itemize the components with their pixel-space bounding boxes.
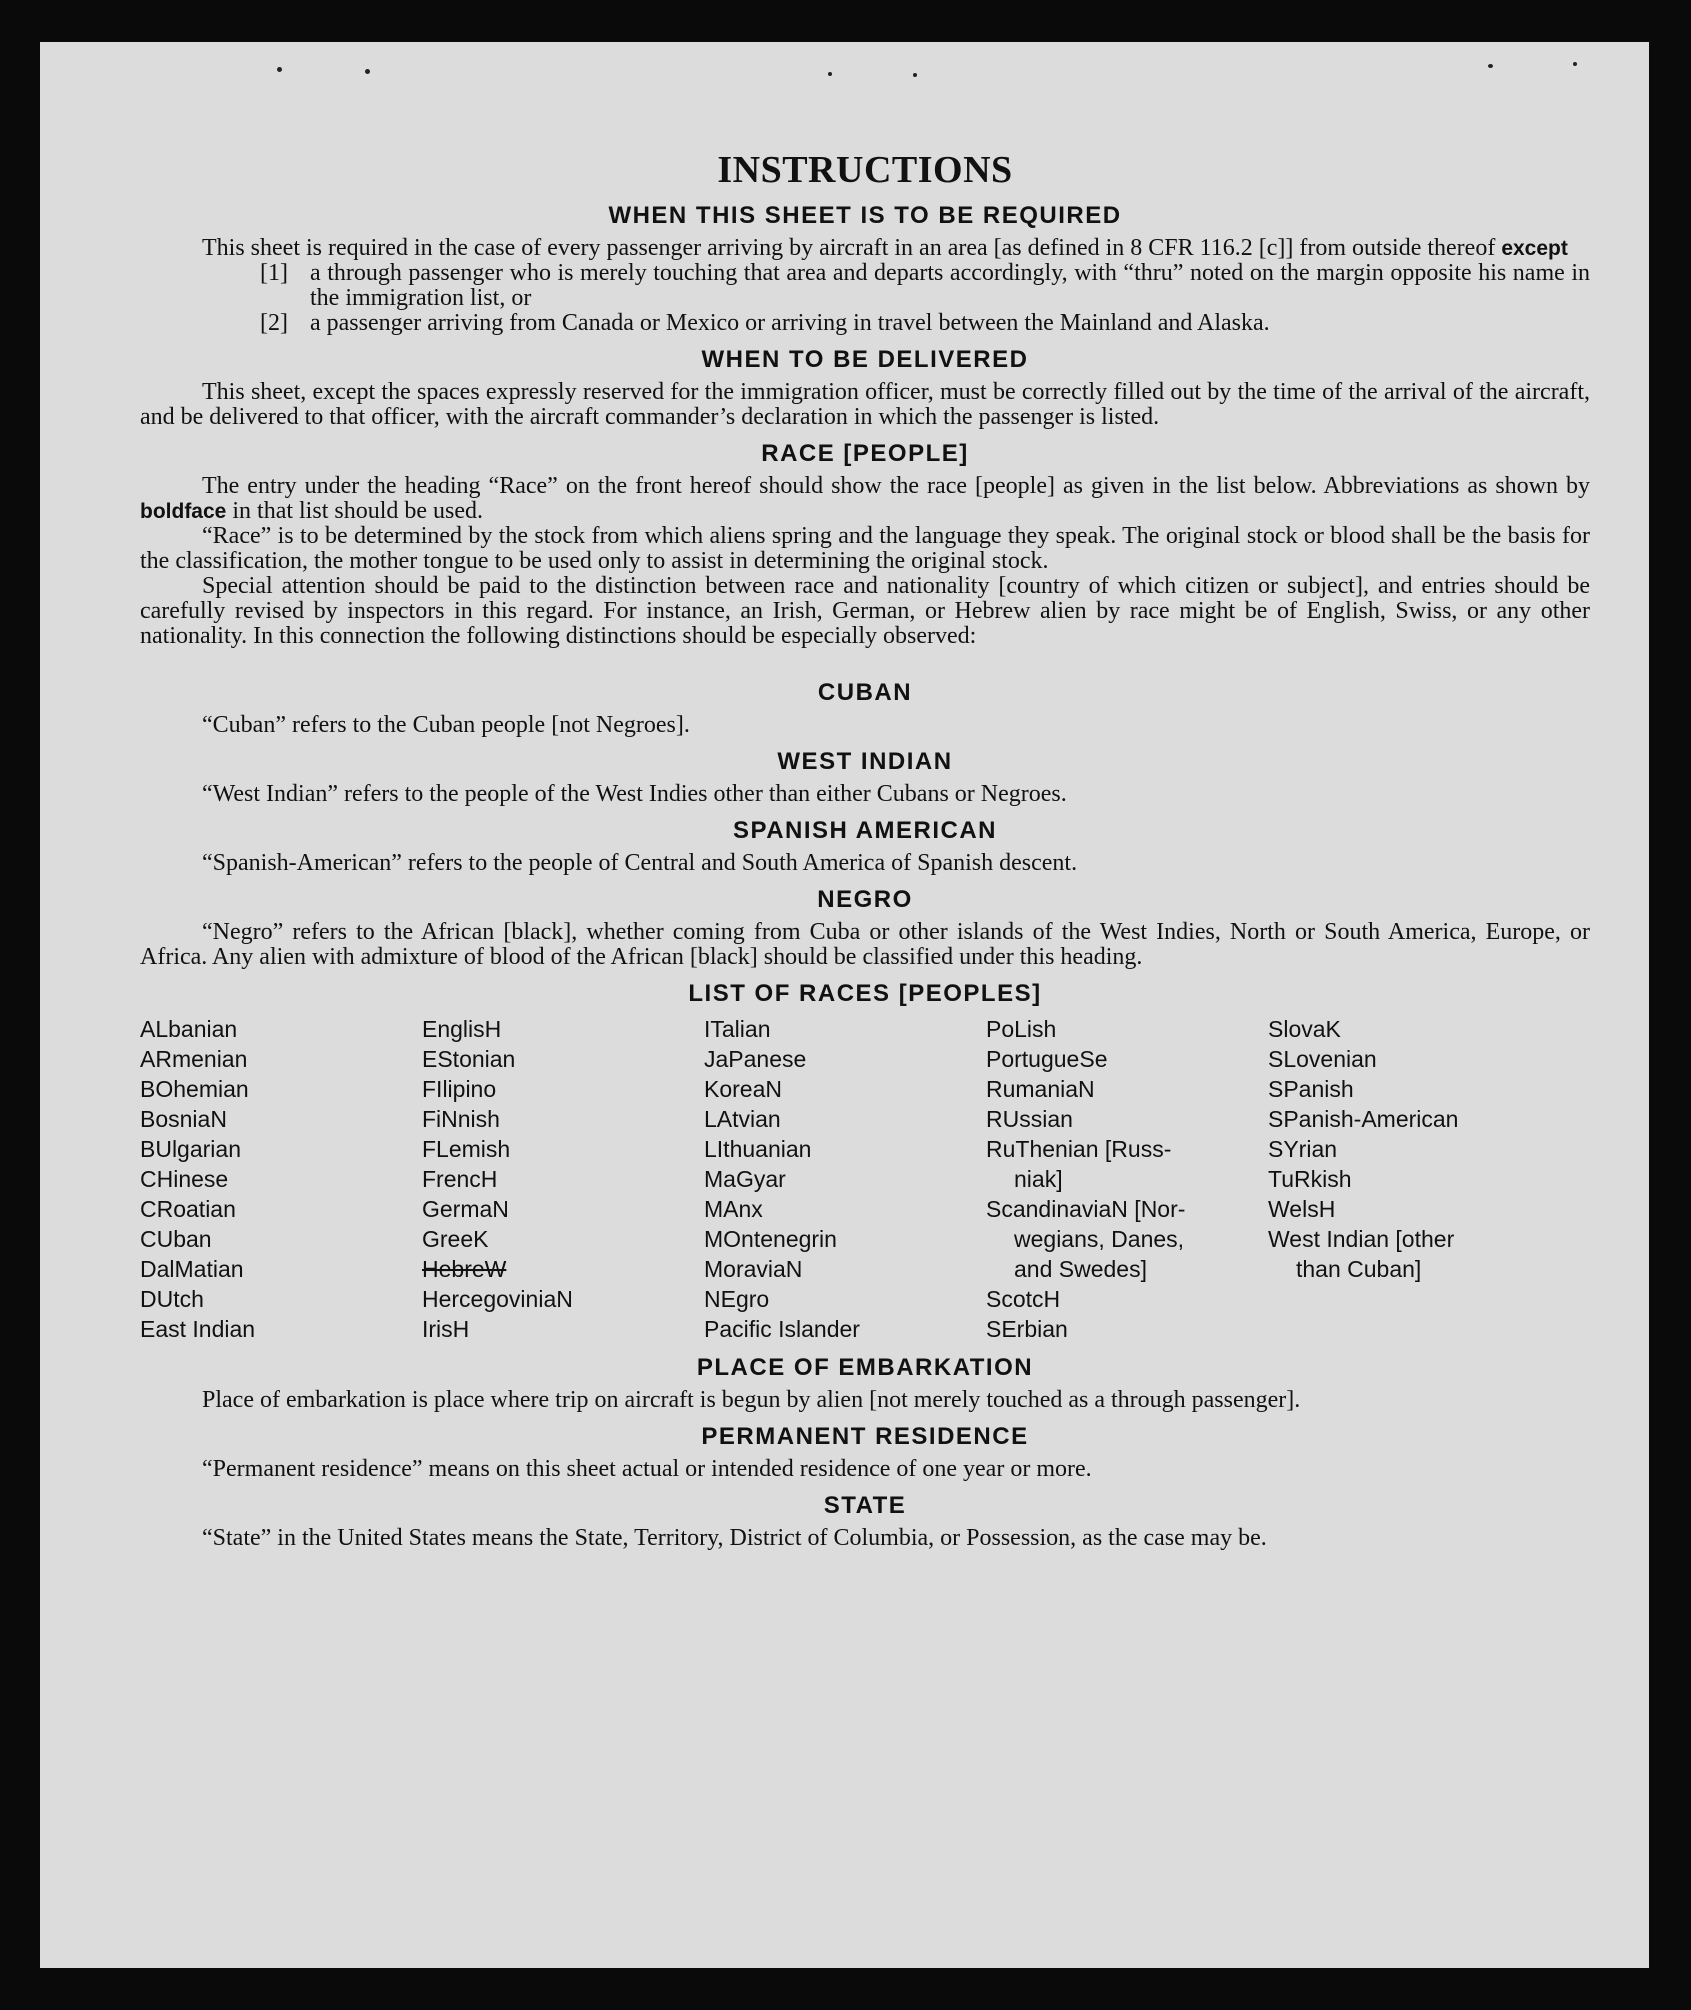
scan-speck — [913, 73, 917, 77]
race-item-struck: HebreW — [422, 1256, 507, 1282]
race-item: BOhemian — [140, 1076, 249, 1102]
race-item: DUtch — [140, 1286, 204, 1312]
residence-paragraph: “Permanent residence” means on this sheet actual or intended residence of one year or more. — [202, 1456, 1092, 1482]
race-item: KoreaN — [704, 1076, 782, 1102]
race-item: GreeK — [422, 1226, 489, 1252]
race-item: ITalian — [704, 1016, 771, 1042]
item-number: [1] — [260, 260, 288, 286]
heading-west-indian: WEST INDIAN — [777, 748, 953, 775]
race-item: DalMatian — [140, 1256, 244, 1282]
race-item: Pacific Islander — [704, 1316, 860, 1342]
race-item: SlovaK — [1268, 1016, 1341, 1042]
race-item: SYrian — [1268, 1136, 1338, 1162]
race-item: SPanish — [1268, 1076, 1354, 1102]
spanish-american-paragraph: “Spanish-American” refers to the people of Central and South America of Spanish descent. — [202, 850, 1078, 876]
scan-speck — [1573, 62, 1577, 66]
race-item: RuThenian [Russ- — [986, 1136, 1172, 1162]
state-paragraph: “State” in the United States means the State, Territory, District of Columbia, or Possession, as the case may be. — [202, 1525, 1267, 1551]
race-item: RumaniaN — [986, 1076, 1095, 1102]
race-item: FiNnish — [422, 1106, 500, 1132]
negro-paragraph: “Negro” refers to the African [black], whether coming from Cuba or other islands of the West Indies, North or South America, Europe, or Africa. Any alien with admixture of blood of the African [black] should be classified under this heading. — [140, 919, 1590, 970]
race-item: JaPanese — [704, 1046, 807, 1072]
race-item: IrisH — [422, 1316, 470, 1342]
instructions-content — [140, 148, 1590, 1551]
races-column-1 — [140, 1014, 422, 1344]
required-paragraph — [140, 236, 1590, 261]
race-item: SErbian — [986, 1316, 1068, 1342]
race-item: PoLish — [986, 1016, 1057, 1042]
race-item: FrencH — [422, 1166, 498, 1192]
heading-negro: NEGRO — [817, 886, 913, 913]
races-column-5 — [1268, 1014, 1568, 1344]
item-text: a passenger arriving from Canada or Mexico or arriving in travel between the Mainland and Alaska. — [310, 310, 1270, 336]
race-item: CUban — [140, 1226, 212, 1252]
race-item: West Indian [other — [1268, 1226, 1455, 1252]
race-boldface: boldface — [140, 500, 227, 523]
race-item: BUlgarian — [140, 1136, 241, 1162]
races-column-3 — [704, 1014, 986, 1344]
required-item-1 — [260, 261, 1590, 311]
document-page — [40, 42, 1649, 1968]
race-item: FLemish — [422, 1136, 511, 1162]
scan-speck — [828, 72, 832, 76]
west-indian-paragraph: “West Indian” refers to the people of the West Indies other than either Cubans or Negroes. — [202, 781, 1067, 807]
race-item: CRoatian — [140, 1196, 236, 1222]
races-column-4 — [986, 1014, 1268, 1344]
heading-permanent-residence: PERMANENT RESIDENCE — [701, 1423, 1029, 1450]
race-item: CHinese — [140, 1166, 229, 1192]
heading-when-delivered: WHEN TO BE DELIVERED — [701, 346, 1029, 373]
race-item: TuRkish — [1268, 1166, 1352, 1192]
races-column-2 — [422, 1014, 704, 1344]
cuban-paragraph: “Cuban” refers to the Cuban people [not Negroes]. — [202, 712, 690, 738]
race-item: EStonian — [422, 1046, 516, 1072]
race-item-continued: niak] — [1014, 1166, 1063, 1192]
race-item: RUssian — [986, 1106, 1073, 1132]
embarkation-paragraph: Place of embarkation is place where trip on aircraft is begun by alien [not merely touched as a through passenger]. — [202, 1387, 1301, 1413]
race-item: ScandinaviaN [Nor- — [986, 1196, 1186, 1222]
delivered-paragraph: This sheet, except the spaces expressly reserved for the immigration officer, must be correctly filled out by the time of the arrival of the aircraft, and be delivered to that officer, with the aircraft commander’s declaration in which the passenger is listed. — [140, 379, 1590, 430]
race-item-continued: than Cuban] — [1296, 1256, 1422, 1282]
spacer — [140, 649, 1590, 669]
race-paragraph-2: “Race” is to be determined by the stock from which aliens spring and the language they speak. The original stock or blood shall be the basis for the classification, the mother tongue to be used only to assist in determining the original stock. — [140, 523, 1590, 574]
race-item: MaGyar — [704, 1166, 786, 1192]
required-text: This sheet is required in the case of every passenger arriving by aircraft in an area [as defined in 8 CFR 116.2 [c]] from outside thereof — [202, 235, 1496, 261]
race-paragraph-1 — [140, 474, 1590, 524]
race-item: ALbanian — [140, 1016, 238, 1042]
race-item: BosniaN — [140, 1106, 227, 1132]
race-item: SLovenian — [1268, 1046, 1377, 1072]
heading-state: STATE — [823, 1492, 907, 1519]
race-item: PortugueSe — [986, 1046, 1108, 1072]
heading-when-required: WHEN THIS SHEET IS TO BE REQUIRED — [608, 202, 1122, 229]
race-item: East Indian — [140, 1316, 256, 1342]
page-title: INSTRUCTIONS — [717, 149, 1013, 191]
required-item-2 — [260, 311, 1590, 336]
race-item: LIthuanian — [704, 1136, 812, 1162]
race-item: MAnx — [704, 1196, 763, 1222]
scan-speck — [277, 67, 282, 72]
race-item: FIlipino — [422, 1076, 497, 1102]
race-item: ScotcH — [986, 1286, 1061, 1312]
race-item: GermaN — [422, 1196, 509, 1222]
race-item: NEgro — [704, 1286, 770, 1312]
race-text-b: in that list should be used. — [232, 498, 484, 524]
heading-cuban: CUBAN — [817, 679, 913, 706]
race-item-continued: wegians, Danes, — [1014, 1226, 1185, 1252]
heading-spanish-american: SPANISH AMERICAN — [732, 817, 997, 844]
race-item-continued: and Swedes] — [1014, 1256, 1147, 1282]
scan-speck — [365, 69, 370, 74]
heading-embarkation: PLACE OF EMBARKATION — [696, 1354, 1034, 1381]
race-item: ARmenian — [140, 1046, 248, 1072]
race-item: WelsH — [1268, 1196, 1336, 1222]
heading-list-of-races: LIST OF RACES [PEOPLES] — [688, 980, 1042, 1007]
item-text: a through passenger who is merely touching that area and departs accordingly, with “thru” noted on the margin opposite his name in the immigration list, or — [310, 260, 1590, 311]
race-paragraph-3: Special attention should be paid to the distinction between race and nationality [country of which citizen or subject], and entries should be carefully revised by inspectors in this regard. For instance, an Irish, German, or Hebrew alien by race might be of English, Swiss, or any other nationality. In this connection the following distinctions should be especially observed: — [140, 573, 1590, 649]
race-item: LAtvian — [704, 1106, 781, 1132]
race-item: MoraviaN — [704, 1256, 803, 1282]
item-number: [2] — [260, 310, 288, 336]
race-item: SPanish-American — [1268, 1106, 1459, 1132]
race-text-a: The entry under the heading “Race” on the front hereof should show the race [people] as given in the list below. Abbreviations as shown by — [202, 473, 1590, 499]
required-except: except — [1501, 237, 1568, 260]
race-item: EnglisH — [422, 1016, 502, 1042]
race-item: HercegoviniaN — [422, 1286, 573, 1312]
heading-race: RACE [PEOPLE] — [761, 440, 969, 467]
scan-speck — [1488, 64, 1493, 68]
race-item: MOntenegrin — [704, 1226, 837, 1252]
races-list — [140, 1014, 1590, 1344]
